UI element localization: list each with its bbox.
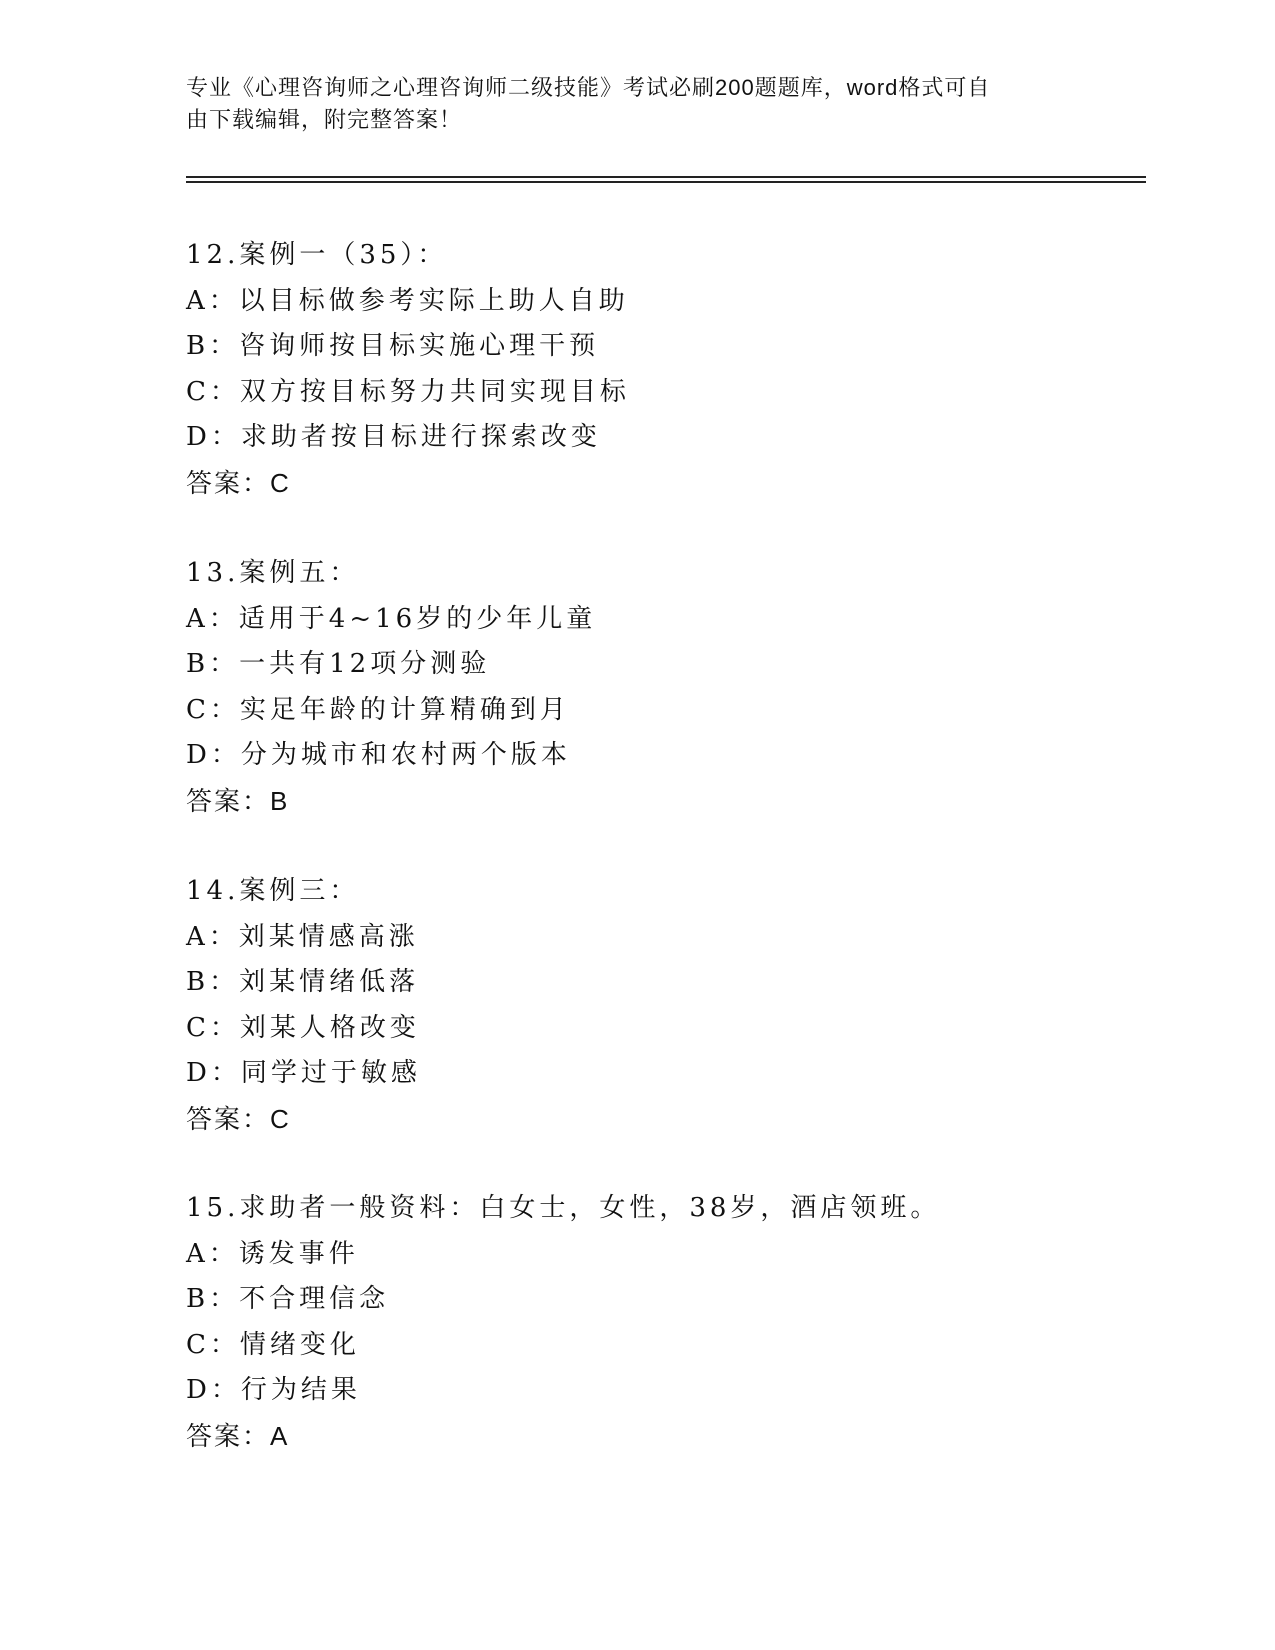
option-c: C：刘某人格改变	[186, 1012, 420, 1043]
option-d: D：同学过于敏感	[186, 1058, 421, 1088]
question-stem: 12.案例一（35）：	[186, 240, 448, 270]
header-divider-top	[186, 176, 1146, 178]
option-d: D：分为城市和农村两个版本	[186, 740, 571, 770]
option-a: A：刘某情感高涨	[186, 921, 419, 952]
option-a: A：以目标做参考实际上助人自助	[186, 285, 629, 316]
header-line-1: 专业《心理咨询师之心理咨询师二级技能》考试必刷200题题库，word格式可自	[186, 75, 991, 100]
option-d: D：求助者按目标进行探索改变	[186, 422, 601, 452]
option-b: B：刘某情绪低落	[186, 967, 420, 997]
option-c: C：实足年龄的计算精确到月	[186, 694, 570, 725]
option-c: C：双方按目标努力共同实现目标	[186, 376, 630, 407]
answer: 答案：A	[186, 1420, 290, 1451]
answer: 答案：C	[186, 467, 291, 498]
question-stem: 13.案例五：	[186, 558, 360, 588]
document-header	[186, 72, 1066, 136]
option-d: D：行为结果	[186, 1375, 361, 1405]
question-12	[186, 233, 1146, 506]
question-13	[186, 551, 1146, 824]
option-a: A：诱发事件	[186, 1238, 359, 1269]
answer: 答案：B	[186, 785, 290, 816]
answer: 答案：C	[186, 1103, 291, 1134]
question-stem: 15.求助者一般资料：白女士，女性，38岁，酒店领班。	[186, 1193, 941, 1223]
option-a: A：适用于4~16岁的少年儿童	[186, 603, 597, 634]
header-divider-bottom	[186, 181, 1146, 183]
header-line-2: 由下载编辑，附完整答案！	[186, 107, 463, 132]
question-stem: 14.案例三：	[186, 876, 360, 906]
option-b: B：咨询师按目标实施心理干预	[186, 331, 600, 361]
question-14	[186, 869, 1146, 1142]
question-15	[186, 1186, 1146, 1459]
option-b: B：一共有12项分测验	[186, 649, 491, 679]
option-c: C：情绪变化	[186, 1329, 360, 1360]
option-b: B：不合理信念	[186, 1284, 390, 1314]
